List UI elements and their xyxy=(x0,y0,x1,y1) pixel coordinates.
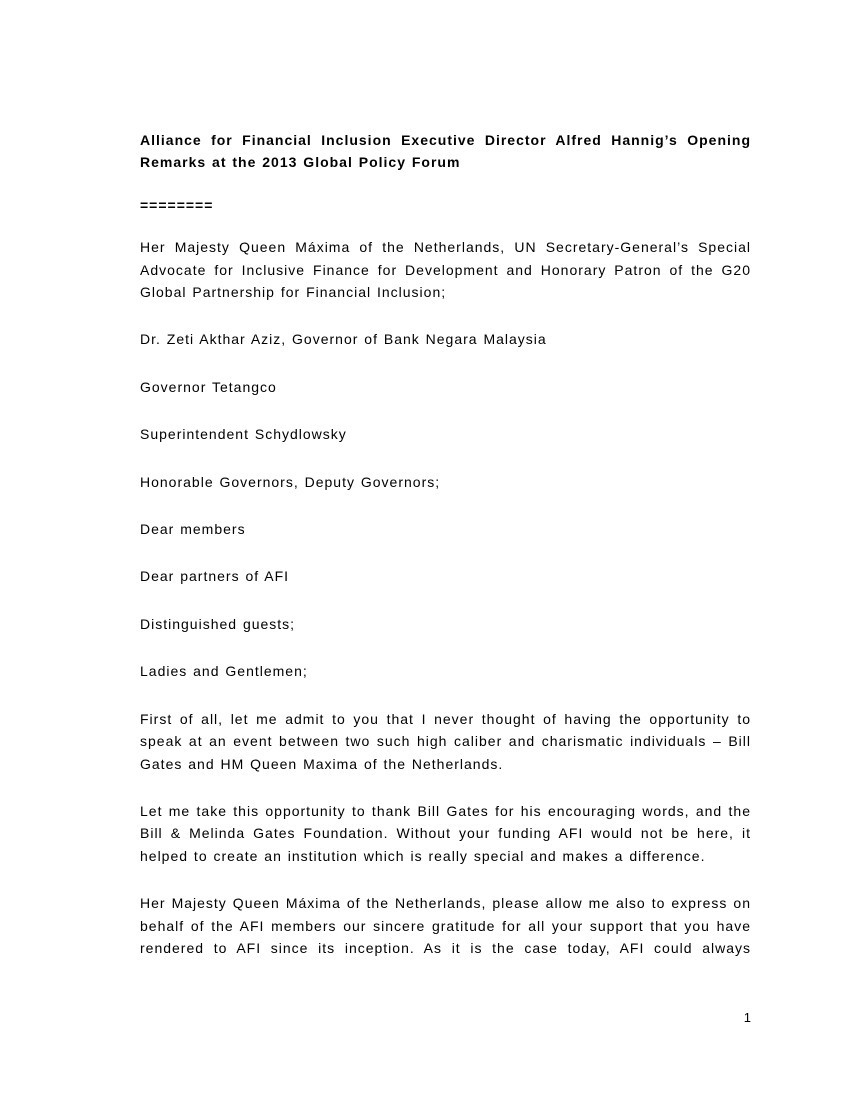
salutation-members: Dear members xyxy=(140,521,246,538)
salutation-tetangco: Governor Tetangco xyxy=(140,378,277,395)
salutation-partners: Dear partners of AFI xyxy=(140,568,290,585)
paragraph-thanks-gates: Let me take this opportunity to thank Bill Gates for his encouraging words, and the Bill & Melinda Gates Foundation. Without your funding AFI would not be here, it helped to create an institution which is really special and makes a difference. xyxy=(140,802,751,864)
paragraph-gratitude-queen: Her Majesty Queen Máxima of the Netherlands, please allow me also to express on behalf of the AFI members our sincere gratitude for all your support that you have rendered to AFI since its inception. As it is the case today, AFI could always xyxy=(140,895,751,956)
salutation-zeti-aziz: Dr. Zeti Akthar Aziz, Governor of Bank Negara Malaysia xyxy=(140,331,547,348)
separator-line: ======== xyxy=(140,196,214,213)
paragraph-opening-admission: First of all, let me admit to you that I never thought of having the opportunity to speak at an event between two such high caliber and charismatic individuals – Bill Gates and HM Queen Maxima of the Netherlands. xyxy=(140,710,751,772)
salutation-guests: Distinguished guests; xyxy=(140,615,296,632)
salutation-schydlowsky: Superintendent Schydlowsky xyxy=(140,426,347,443)
salutation-governors: Honorable Governors, Deputy Governors; xyxy=(140,473,441,490)
salutation-ladies-gentlemen: Ladies and Gentlemen; xyxy=(140,663,308,680)
document-title: Alliance for Financial Inclusion Executive Director Alfred Hannig’s Opening Remarks at the 2013 Global Policy Forum xyxy=(140,132,751,171)
document-content xyxy=(140,129,751,984)
salutation-queen-maxima: Her Majesty Queen Máxima of the Netherlands, UN Secretary-General’s Special Advocate for Inclusive Finance for Development and Honorary Patron of the G20 Global Partnership for Financial Inclusion; xyxy=(140,239,751,301)
page-number: 1 xyxy=(743,1010,751,1025)
